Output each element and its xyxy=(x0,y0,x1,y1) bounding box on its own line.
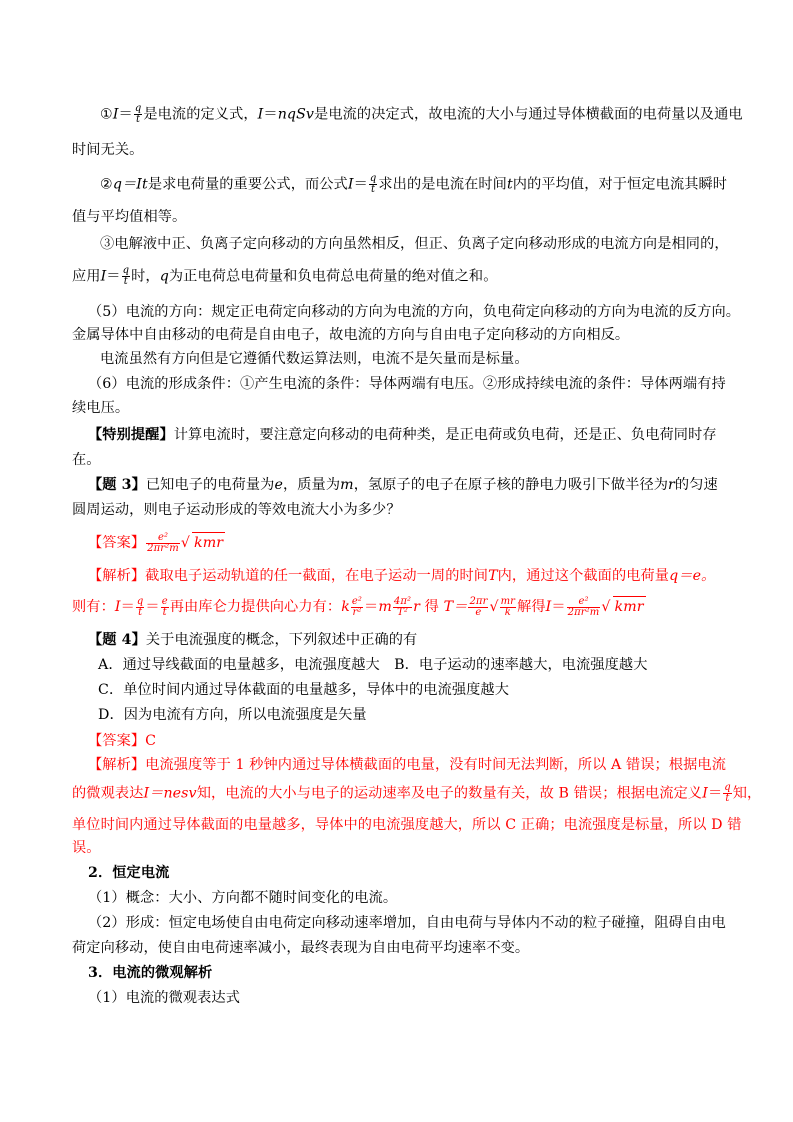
text: 的匀速 xyxy=(674,477,718,493)
var-q: q xyxy=(159,268,169,285)
fraction-den: t xyxy=(136,114,141,125)
fraction-e2-over-r2 xyxy=(351,597,363,618)
formula-eq: ＝ xyxy=(145,599,160,615)
solution-4-line-2 xyxy=(72,782,762,804)
sqrt-content: kmr xyxy=(192,532,225,553)
question-3-line-2: 圆周运动，则电子运动形成的等效电流大小为多少？ xyxy=(72,502,401,518)
fraction-den: e xyxy=(475,606,482,618)
solution-3-line-2 xyxy=(72,596,732,618)
fraction-q-over-t xyxy=(723,783,732,804)
text: 则有： xyxy=(72,599,115,615)
paragraph-6-line-2: 续电压。 xyxy=(72,400,130,416)
answer-4 xyxy=(88,731,748,751)
text: 计算电流时，要注意定向移动的电荷种类，是正电荷或负电荷，还是正、负电荷同时存 xyxy=(173,427,717,443)
formula-q-e: q＝e。 xyxy=(669,568,716,584)
question-3-tag: 【题 3】 xyxy=(88,477,146,493)
text: 内，通过这个截面的电荷量 xyxy=(497,568,670,584)
formula-I: I xyxy=(112,106,119,123)
paragraph-5-line-1: （5）电流的方向：规定正电荷定向移动的方向为电流的方向，负电荷定向移动的方向为电流的反方向。 xyxy=(88,304,741,320)
fraction-4pi2-over-T2 xyxy=(393,597,412,618)
paragraph-2-line-2: 值与平均值相等。 xyxy=(72,209,187,225)
solution-4-line-4: 误。 xyxy=(72,840,101,856)
sqrt-sign: √ xyxy=(601,599,611,615)
var-r: r xyxy=(668,477,675,493)
section-2-item-2-line-1: （2）形成：恒定电场使自由电荷定向移动速率增加，自由电荷与导体内不动的粒子碰撞，阻碍自由电 xyxy=(88,915,726,931)
fraction-num: mr xyxy=(500,595,516,607)
question-4-line-1 xyxy=(88,630,748,650)
section-heading-2: 2．恒定电流 xyxy=(88,865,170,881)
fraction-num: e² xyxy=(351,595,363,607)
paragraph-3-line-2 xyxy=(72,266,732,287)
text: 知，电流的大小与电子的运动速率及电子的数量有关，故 B 错误；根据电流定义 xyxy=(196,785,703,802)
fraction-den: t xyxy=(138,606,143,618)
formula-eq: ＝ xyxy=(263,106,278,123)
fraction-den: t xyxy=(123,276,128,287)
fraction-num: q xyxy=(122,265,130,276)
answer-label: 【答案】 xyxy=(88,535,146,551)
text: 解得 xyxy=(517,599,546,615)
question-4-option-c: C．单位时间内通过导体截面的电量越多，导体中的电流强度越大 xyxy=(98,682,510,698)
formula-eq: ＝ xyxy=(707,785,723,802)
formula-eq: ＝ xyxy=(353,176,368,193)
fraction-num: e² xyxy=(567,597,601,608)
fraction-q-over-t xyxy=(134,104,143,125)
text: 是求电荷量的重要公式，而公式 xyxy=(147,176,348,193)
formula-eq: ＝ xyxy=(118,106,133,123)
text: 求出的是电流在时间 xyxy=(378,176,507,193)
fraction-num: 4π² xyxy=(393,595,412,607)
tip-line-1 xyxy=(88,425,748,445)
question-4-option-d: D．因为电流有方向，所以电流强度是矢量 xyxy=(98,707,367,723)
fraction-q-over-t xyxy=(122,266,131,287)
formula-I: I xyxy=(702,785,708,802)
fraction-num: e xyxy=(161,595,168,607)
formula-eq: ＝ xyxy=(106,268,121,285)
formula-T-eq: T＝ xyxy=(443,599,468,615)
fraction-num: e² xyxy=(146,533,180,544)
formula-q-It: q＝It xyxy=(112,176,148,193)
fraction-e-over-t xyxy=(161,597,169,618)
solution-4-line-1 xyxy=(88,755,748,775)
paragraph-5-line-3: 电流虽然有方向但是它遵循代数运算法则，电流不是矢量而是标量。 xyxy=(100,351,529,367)
text: 时， xyxy=(131,268,160,285)
answer-fraction xyxy=(567,597,601,618)
answer-value: C xyxy=(145,733,157,749)
solution-label: 【解析】 xyxy=(88,757,146,773)
fraction-num: q xyxy=(724,782,731,793)
var-t: t xyxy=(506,176,513,193)
circled-1: ① xyxy=(100,106,113,123)
var-e: e xyxy=(274,477,283,493)
text: 是电流的决定式，故电流的大小与通过导体横截面的电荷量以及通电 xyxy=(314,106,743,123)
var-m: m xyxy=(378,599,392,615)
var-r: r xyxy=(413,599,421,615)
formula-I: I xyxy=(347,176,354,193)
fraction-den: r² xyxy=(352,606,362,618)
section-2-item-2-line-2: 荷定向移动，使自由电荷速率减小，最终表现为自由电荷平均速率不变。 xyxy=(72,940,530,956)
fraction-den: k xyxy=(504,606,511,618)
text: 得 xyxy=(424,599,439,615)
formula-eq: ＝ xyxy=(364,599,379,615)
fraction-den: T² xyxy=(397,606,408,618)
solution-3-line-1 xyxy=(88,566,748,586)
section-2-item-1: （1）概念：大小、方向都不随时间变化的电流。 xyxy=(88,890,398,906)
var-T: T xyxy=(488,568,498,584)
var-k: k xyxy=(341,599,350,615)
text: 为正电荷总电荷量和负电荷总电荷量的绝对值之和。 xyxy=(168,268,498,285)
answer-3 xyxy=(88,532,748,554)
question-4-option-ab: A．通过导线截面的电量越多，电流强度越大 B．电子运动的速率越大，电流强度越大 xyxy=(98,657,648,673)
fraction-num: q xyxy=(369,173,377,184)
fraction-mr-over-k xyxy=(500,597,516,618)
fraction-q-over-t xyxy=(369,174,378,195)
solution-4-line-3: 单位时间内通过导体截面的电量越多，导体中的电流强度越大，所以 C 正确；电流强度是标量，所以 D 错 xyxy=(72,817,742,833)
fraction-den: t xyxy=(371,184,376,195)
tip-line-2: 在。 xyxy=(72,452,101,468)
formula-I: I xyxy=(257,106,264,123)
paragraph-5-line-2: 金属导体中自由移动的电荷是自由电子，故电流的方向与自由电子定向移动的方向相反。 xyxy=(72,327,630,343)
fraction-den: 2πr²m xyxy=(567,606,600,618)
text: 关于电流强度的概念，下列叙述中正确的有 xyxy=(145,632,418,648)
sqrt-sign: √ xyxy=(180,535,191,551)
formula-I: I xyxy=(545,599,552,615)
text: 已知电子的电荷量为 xyxy=(145,477,275,493)
formula-I: I xyxy=(114,599,121,615)
solution-label: 【解析】 xyxy=(88,568,146,584)
text: 的微观表达 xyxy=(72,785,144,802)
text: ，氢原子的电子在原子核的静电力吸引下做半径为 xyxy=(353,477,669,493)
fraction-den: 2πr²m xyxy=(147,542,179,554)
fraction-num: q xyxy=(136,595,144,607)
fraction-2pir-over-e xyxy=(468,597,488,618)
paragraph-1-line-1 xyxy=(100,104,760,125)
sqrt-sign: √ xyxy=(489,599,499,615)
var-m: m xyxy=(340,477,354,493)
fraction-den: t xyxy=(162,606,167,618)
formula-eq: ＝ xyxy=(120,599,135,615)
text: 截取电子运动轨道的任一截面，在电子运动一周的时间 xyxy=(145,568,489,584)
text: 内的平均值，对于恒定电流其瞬时 xyxy=(512,176,728,193)
text: ，质量为 xyxy=(282,477,341,493)
fraction-q-over-t xyxy=(136,597,145,618)
text: 知， xyxy=(732,785,762,802)
circled-2: ② xyxy=(100,176,113,193)
formula-eq: ＝ xyxy=(551,599,566,615)
formula-I: I xyxy=(100,268,107,285)
answer-fraction xyxy=(146,533,180,554)
fraction-num: 2πr xyxy=(469,595,488,607)
paragraph-2-line-1 xyxy=(100,174,760,195)
question-3-line-1 xyxy=(88,475,748,495)
text: 电流强度等于 1 秒钟内通过导体横截面的电量，没有时间无法判断，所以 A 错误；根据电流 xyxy=(145,757,726,773)
formula-I-nesv: I＝nesv xyxy=(143,785,197,802)
sqrt-content: kmr xyxy=(613,596,646,617)
formula-nqSv: nqSv xyxy=(277,106,315,123)
paragraph-3-line-1: ③电解液中正、负离子定向移动的方向虽然相反，但正、负离子定向移动形成的电流方向是相同的， xyxy=(100,236,729,252)
answer-label: 【答案】 xyxy=(88,733,146,749)
paragraph-6-line-1: （6）电流的形成条件：①产生电流的条件：导体两端有电压。②形成持续电流的条件：导体两端有持 xyxy=(88,376,726,392)
fraction-den: t xyxy=(725,793,730,804)
paragraph-1-line-2: 时间无关。 xyxy=(72,142,144,158)
section-3-item-1: （1）电流的微观表达式 xyxy=(88,990,241,1006)
text: 再由库仑力提供向心力有： xyxy=(169,599,342,615)
tip-label: 【特别提醒】 xyxy=(88,427,174,443)
question-4-tag: 【题 4】 xyxy=(88,632,146,648)
fraction-num: q xyxy=(134,103,142,114)
text: 应用 xyxy=(72,268,101,285)
section-heading-3: 3．电流的微观解析 xyxy=(88,965,213,981)
text: 是电流的定义式， xyxy=(143,106,258,123)
